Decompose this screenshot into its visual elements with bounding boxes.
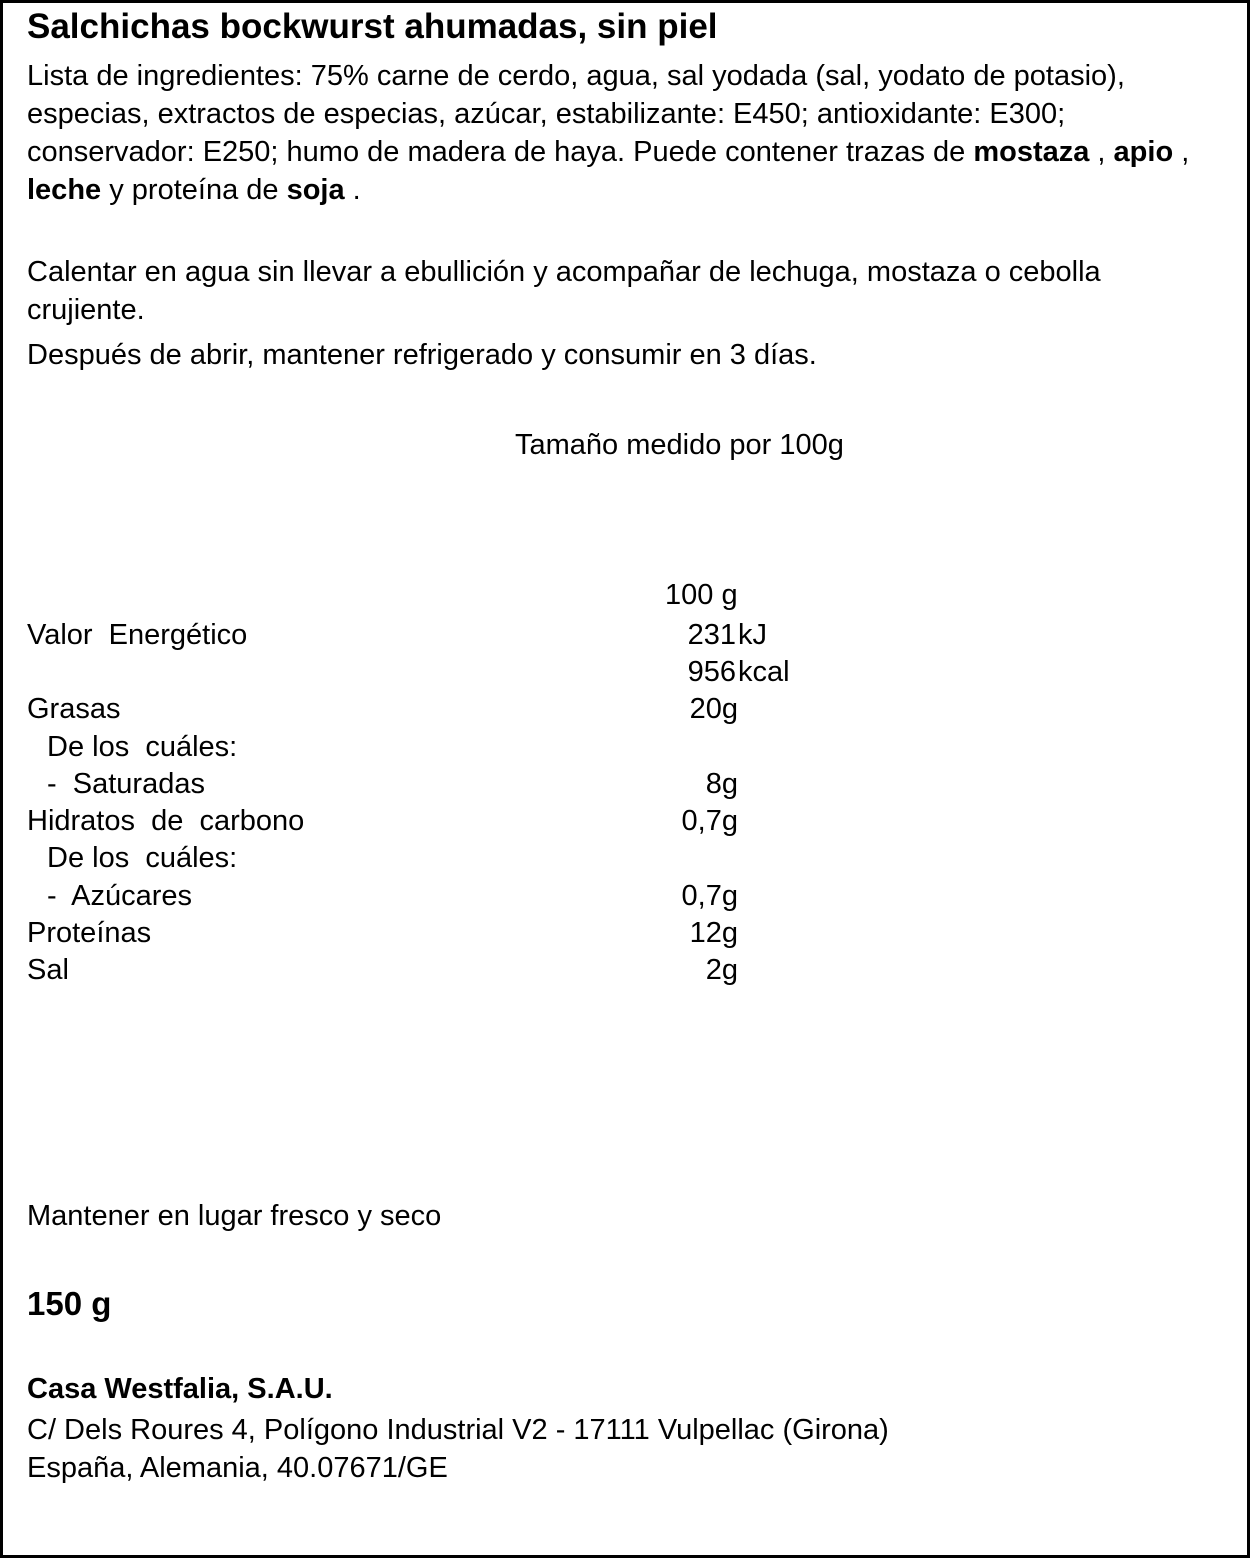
ingredients-end: . [344, 174, 361, 206]
energy-kcal-value: 956 [687, 656, 736, 688]
nutrition-value: 0,7g [681, 805, 738, 837]
product-title: Salchichas bockwurst ahumadas, sin piel [27, 7, 718, 46]
nutrition-row-energy-kcal [3, 653, 1243, 691]
nutrition-row [3, 690, 1243, 728]
allergen-celery: apio [1113, 136, 1174, 168]
nutrition-label: Valor Energético [27, 619, 248, 651]
storage-instructions: Mantener en lugar fresco y seco [27, 1200, 442, 1232]
nutrition-value: 20g [689, 693, 738, 725]
after-opening-instructions: Después de abrir, mantener refrigerado y consumir en 3 días. [27, 339, 817, 371]
nutrition-value: 2g [705, 954, 738, 986]
allergen-milk: leche [27, 174, 102, 206]
nutrition-label: Grasas [27, 693, 121, 725]
nutrition-row [3, 765, 1243, 803]
ingredients-separator: , [1089, 136, 1114, 168]
nutrition-row [3, 951, 1243, 989]
nutrition-row [3, 877, 1243, 915]
energy-kj-unit: kJ [738, 619, 767, 651]
nutrition-row-energy-kj [3, 616, 1243, 654]
ingredients-separator: , [1173, 136, 1190, 168]
allergen-mustard: mostaza [973, 136, 1090, 168]
nutrition-label: - Saturadas [47, 768, 205, 800]
allergen-soy: soja [286, 174, 345, 206]
company-address: C/ Dels Roures 4, Polígono Industrial V2 - 17111 Vulpellac (Girona) [27, 1414, 889, 1446]
nutrition-value: 8g [705, 768, 738, 800]
origin-code: España, Alemania, 40.07671/GE [27, 1452, 448, 1484]
nutrition-label: Sal [27, 954, 69, 986]
nutrition-value: 0,7g [681, 880, 738, 912]
nutrition-row [3, 802, 1243, 840]
net-weight: 150 g [27, 1285, 112, 1322]
energy-kj-value: 231 [687, 619, 736, 651]
nutrition-value: 12g [689, 917, 738, 949]
nutrition-label: - Azúcares [47, 880, 193, 912]
nutrition-row [3, 914, 1243, 952]
nutrition-label: Proteínas [27, 917, 152, 949]
ingredients-text: Lista de ingredientes: 75% carne de cerdo, agua, sal yodada (sal, yodato de potasio), especias, extractos de especias, azúcar, estabilizante: E450; antioxidante: E300; conservador: E250; humo de madera de haya. Puede contener trazas de [27, 60, 1125, 168]
serving-size: Tamaño medido por 100g [515, 429, 844, 461]
company-name: Casa Westfalia, S.A.U. [27, 1373, 333, 1405]
nutrition-column-header: 100 g [665, 579, 738, 611]
nutrition-label: De los cuáles: [47, 842, 238, 874]
ingredients-list [27, 57, 1207, 209]
nutrition-row [3, 839, 1243, 877]
preparation-instructions: Calentar en agua sin llevar a ebullición y acompañar de lechuga, mostaza o cebolla crujiente. [27, 256, 1101, 326]
energy-kcal-unit: kcal [738, 656, 790, 688]
nutrition-label: De los cuáles: [47, 731, 238, 763]
nutrition-row [3, 728, 1243, 766]
ingredients-separator: y proteína de [101, 174, 287, 206]
nutrition-label: Hidratos de carbono [27, 805, 305, 837]
